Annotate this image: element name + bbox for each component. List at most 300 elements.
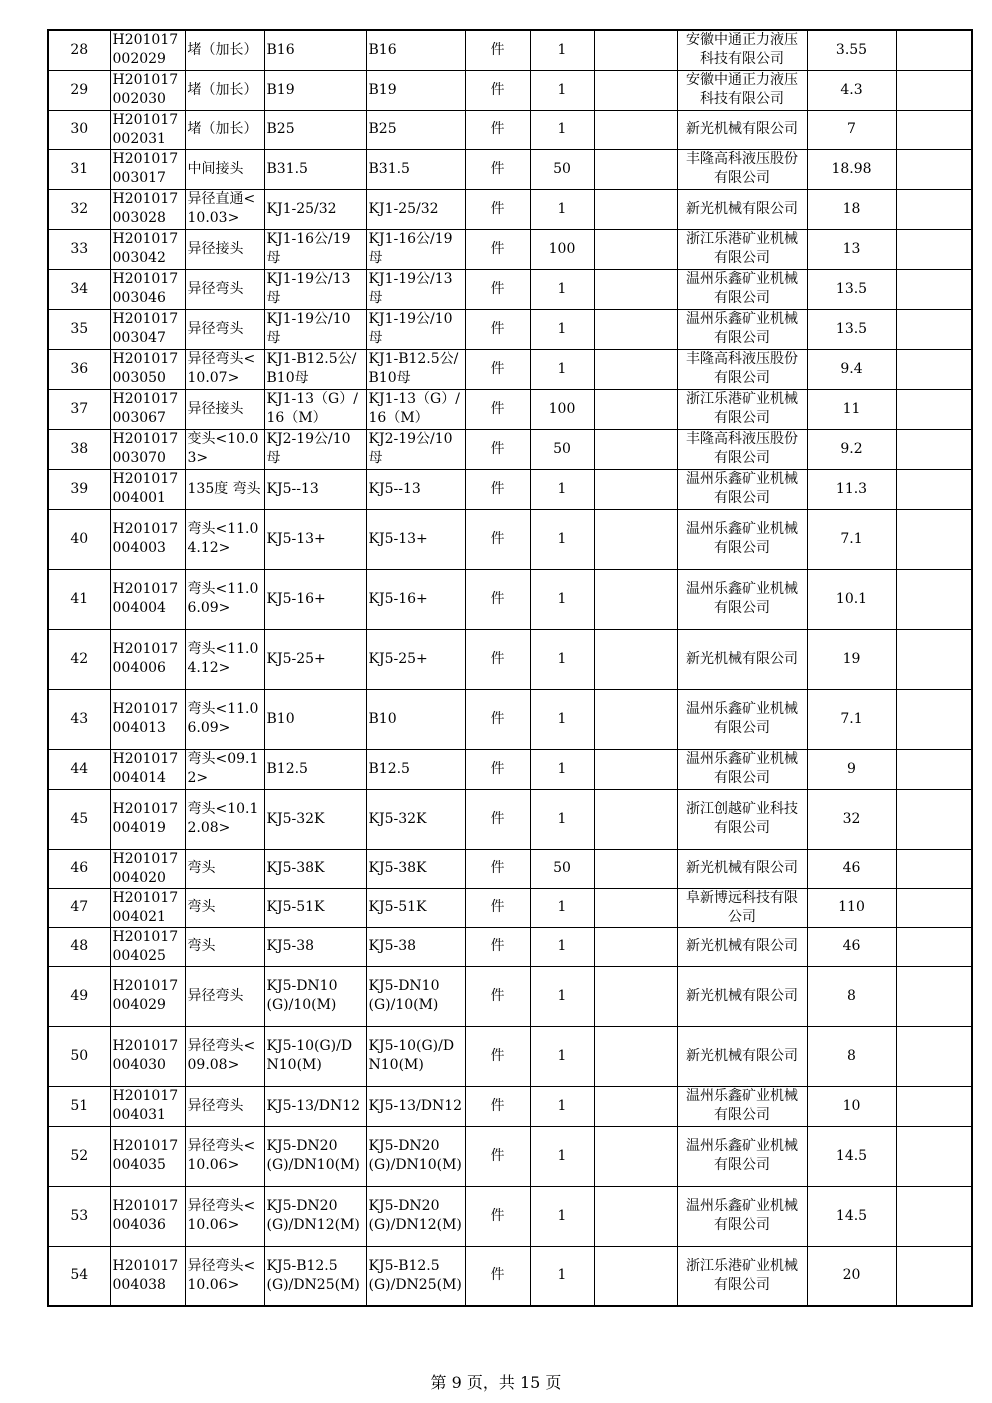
specification: KJ2-19公/10母 xyxy=(264,429,366,469)
empty-cell xyxy=(594,569,677,629)
model-number: KJ5-38K xyxy=(366,849,465,888)
row-number: 50 xyxy=(48,1026,110,1086)
row-number: 45 xyxy=(48,789,110,849)
material-code: H201017004029 xyxy=(110,966,185,1026)
empty-cell xyxy=(594,429,677,469)
item-name: 异径弯头<10.06> xyxy=(185,1186,264,1246)
unit: 件 xyxy=(465,110,530,149)
item-name: 异径弯头 xyxy=(185,966,264,1026)
item-name: 异径弯头 xyxy=(185,269,264,309)
material-code: H201017003028 xyxy=(110,189,185,229)
table-row xyxy=(48,349,972,389)
quantity: 1 xyxy=(530,189,594,229)
remark xyxy=(896,429,972,469)
row-number: 37 xyxy=(48,389,110,429)
specification: KJ1-25/32 xyxy=(264,189,366,229)
empty-cell xyxy=(594,749,677,789)
unit-price: 14.5 xyxy=(807,1186,896,1246)
unit-price: 7.1 xyxy=(807,509,896,569)
unit-price: 11.3 xyxy=(807,469,896,509)
empty-cell xyxy=(594,309,677,349)
row-number: 34 xyxy=(48,269,110,309)
unit: 件 xyxy=(465,749,530,789)
material-code: H201017004019 xyxy=(110,789,185,849)
row-number: 30 xyxy=(48,110,110,149)
model-number: KJ5-DN20(G)/DN10(M) xyxy=(366,1126,465,1186)
unit: 件 xyxy=(465,966,530,1026)
supplier-name: 新光机械有限公司 xyxy=(677,927,807,966)
empty-cell xyxy=(594,629,677,689)
material-code: H201017003042 xyxy=(110,229,185,269)
quantity: 50 xyxy=(530,849,594,888)
unit: 件 xyxy=(465,349,530,389)
material-code: H201017004001 xyxy=(110,469,185,509)
specification: B10 xyxy=(264,689,366,749)
item-name: 异径弯头 xyxy=(185,1086,264,1126)
model-number: KJ1-19公/10母 xyxy=(366,309,465,349)
model-number: KJ5-51K xyxy=(366,888,465,927)
unit: 件 xyxy=(465,569,530,629)
row-number: 40 xyxy=(48,509,110,569)
empty-cell xyxy=(594,189,677,229)
item-name: 弯头 xyxy=(185,849,264,888)
remark xyxy=(896,110,972,149)
model-number: KJ5-38 xyxy=(366,927,465,966)
specification: B25 xyxy=(264,110,366,149)
row-number: 48 xyxy=(48,927,110,966)
specification: KJ5--13 xyxy=(264,469,366,509)
quantity: 1 xyxy=(530,789,594,849)
unit-price: 7.1 xyxy=(807,689,896,749)
material-code: H201017004004 xyxy=(110,569,185,629)
item-name: 弯头<11.06.09> xyxy=(185,569,264,629)
table-row xyxy=(48,229,972,269)
model-number: KJ5-16+ xyxy=(366,569,465,629)
unit-price: 9 xyxy=(807,749,896,789)
supplier-name: 温州乐鑫矿业机械有限公司 xyxy=(677,689,807,749)
remark xyxy=(896,269,972,309)
supplier-name: 浙江乐港矿业机械有限公司 xyxy=(677,389,807,429)
specification: KJ5-B12.5(G)/DN25(M) xyxy=(264,1246,366,1306)
table-row xyxy=(48,789,972,849)
empty-cell xyxy=(594,1086,677,1126)
quantity: 1 xyxy=(530,1086,594,1126)
unit: 件 xyxy=(465,1026,530,1086)
row-number: 36 xyxy=(48,349,110,389)
remark xyxy=(896,1186,972,1246)
item-name: 异径弯头<10.06> xyxy=(185,1246,264,1306)
unit-price: 32 xyxy=(807,789,896,849)
row-number: 46 xyxy=(48,849,110,888)
material-code: H201017003070 xyxy=(110,429,185,469)
row-number: 44 xyxy=(48,749,110,789)
supplier-name: 浙江创越矿业科技有限公司 xyxy=(677,789,807,849)
empty-cell xyxy=(594,149,677,189)
row-number: 52 xyxy=(48,1126,110,1186)
table-row xyxy=(48,30,972,70)
empty-cell xyxy=(594,70,677,110)
quantity: 1 xyxy=(530,469,594,509)
model-number: KJ1-16公/19母 xyxy=(366,229,465,269)
item-name: 弯头<11.04.12> xyxy=(185,629,264,689)
specification: B19 xyxy=(264,70,366,110)
table-row xyxy=(48,749,972,789)
unit-price: 10 xyxy=(807,1086,896,1126)
table-row xyxy=(48,1246,972,1306)
supplier-name: 温州乐鑫矿业机械有限公司 xyxy=(677,309,807,349)
item-name: 异径直通<10.03> xyxy=(185,189,264,229)
material-code: H201017003047 xyxy=(110,309,185,349)
item-name: 中间接头 xyxy=(185,149,264,189)
empty-cell xyxy=(594,689,677,749)
supplier-name: 阜新博远科技有限公司 xyxy=(677,888,807,927)
quantity: 1 xyxy=(530,689,594,749)
supplier-name: 安徽中通正力液压科技有限公司 xyxy=(677,30,807,70)
unit-price: 19 xyxy=(807,629,896,689)
empty-cell xyxy=(594,349,677,389)
remark xyxy=(896,1246,972,1306)
remark xyxy=(896,229,972,269)
model-number: B12.5 xyxy=(366,749,465,789)
quantity: 100 xyxy=(530,229,594,269)
supplier-name: 新光机械有限公司 xyxy=(677,189,807,229)
unit: 件 xyxy=(465,629,530,689)
model-number: KJ1-13（G）/16（M） xyxy=(366,389,465,429)
model-number: KJ5-32K xyxy=(366,789,465,849)
unit-price: 18.98 xyxy=(807,149,896,189)
row-number: 39 xyxy=(48,469,110,509)
supplier-name: 新光机械有限公司 xyxy=(677,1026,807,1086)
row-number: 32 xyxy=(48,189,110,229)
unit-price: 46 xyxy=(807,849,896,888)
unit-price: 13.5 xyxy=(807,269,896,309)
specification: KJ1-16公/19母 xyxy=(264,229,366,269)
remark xyxy=(896,789,972,849)
supplier-name: 温州乐鑫矿业机械有限公司 xyxy=(677,1126,807,1186)
unit-price: 46 xyxy=(807,927,896,966)
item-name: 异径接头 xyxy=(185,229,264,269)
item-name: 异径弯头 xyxy=(185,309,264,349)
table-row xyxy=(48,509,972,569)
unit: 件 xyxy=(465,1126,530,1186)
empty-cell xyxy=(594,1186,677,1246)
quantity: 1 xyxy=(530,966,594,1026)
table-row xyxy=(48,629,972,689)
remark xyxy=(896,689,972,749)
quantity: 1 xyxy=(530,927,594,966)
specification: KJ1-B12.5公/B10母 xyxy=(264,349,366,389)
remark xyxy=(896,888,972,927)
remark xyxy=(896,189,972,229)
unit: 件 xyxy=(465,789,530,849)
material-code: H201017003046 xyxy=(110,269,185,309)
specification: B12.5 xyxy=(264,749,366,789)
quantity: 1 xyxy=(530,749,594,789)
unit: 件 xyxy=(465,689,530,749)
parts-table xyxy=(47,29,973,1307)
row-number: 54 xyxy=(48,1246,110,1306)
quantity: 1 xyxy=(530,1126,594,1186)
specification: KJ5-13+ xyxy=(264,509,366,569)
remark xyxy=(896,629,972,689)
table-row xyxy=(48,927,972,966)
table-row xyxy=(48,149,972,189)
unit: 件 xyxy=(465,509,530,569)
quantity: 1 xyxy=(530,569,594,629)
empty-cell xyxy=(594,789,677,849)
unit-price: 11 xyxy=(807,389,896,429)
quantity: 100 xyxy=(530,389,594,429)
empty-cell xyxy=(594,849,677,888)
unit: 件 xyxy=(465,149,530,189)
supplier-name: 温州乐鑫矿业机械有限公司 xyxy=(677,509,807,569)
table-row xyxy=(48,569,972,629)
specification: KJ5-32K xyxy=(264,789,366,849)
supplier-name: 温州乐鑫矿业机械有限公司 xyxy=(677,469,807,509)
row-number: 31 xyxy=(48,149,110,189)
empty-cell xyxy=(594,888,677,927)
unit: 件 xyxy=(465,927,530,966)
unit: 件 xyxy=(465,30,530,70)
item-name: 弯头 xyxy=(185,927,264,966)
item-name: 堵（加长） xyxy=(185,110,264,149)
item-name: 变头<10.03> xyxy=(185,429,264,469)
supplier-name: 丰隆高科液压股份有限公司 xyxy=(677,349,807,389)
specification: KJ1-19公/10母 xyxy=(264,309,366,349)
supplier-name: 丰隆高科液压股份有限公司 xyxy=(677,429,807,469)
empty-cell xyxy=(594,229,677,269)
unit: 件 xyxy=(465,309,530,349)
material-code: H201017004035 xyxy=(110,1126,185,1186)
specification: KJ5-25+ xyxy=(264,629,366,689)
table-row xyxy=(48,389,972,429)
specification: KJ5-38K xyxy=(264,849,366,888)
item-name: 异径接头 xyxy=(185,389,264,429)
unit-price: 20 xyxy=(807,1246,896,1306)
model-number: KJ2-19公/10母 xyxy=(366,429,465,469)
quantity: 1 xyxy=(530,70,594,110)
model-number: KJ5-DN20(G)/DN12(M) xyxy=(366,1186,465,1246)
remark xyxy=(896,149,972,189)
material-code: H201017002031 xyxy=(110,110,185,149)
row-number: 35 xyxy=(48,309,110,349)
supplier-name: 温州乐鑫矿业机械有限公司 xyxy=(677,1086,807,1126)
remark xyxy=(896,927,972,966)
unit-price: 14.5 xyxy=(807,1126,896,1186)
empty-cell xyxy=(594,509,677,569)
empty-cell xyxy=(594,30,677,70)
table-row xyxy=(48,1026,972,1086)
row-number: 42 xyxy=(48,629,110,689)
unit: 件 xyxy=(465,849,530,888)
supplier-name: 安徽中通正力液压科技有限公司 xyxy=(677,70,807,110)
table-row xyxy=(48,966,972,1026)
unit-price: 3.55 xyxy=(807,30,896,70)
supplier-name: 温州乐鑫矿业机械有限公司 xyxy=(677,269,807,309)
remark xyxy=(896,1126,972,1186)
quantity: 1 xyxy=(530,888,594,927)
remark xyxy=(896,749,972,789)
model-number: KJ5-B12.5(G)/DN25(M) xyxy=(366,1246,465,1306)
item-name: 弯头 xyxy=(185,888,264,927)
item-name: 弯头<09.12> xyxy=(185,749,264,789)
specification: B31.5 xyxy=(264,149,366,189)
remark xyxy=(896,1086,972,1126)
remark xyxy=(896,569,972,629)
unit: 件 xyxy=(465,469,530,509)
quantity: 1 xyxy=(530,110,594,149)
unit: 件 xyxy=(465,1246,530,1306)
model-number: KJ5-13/DN12 xyxy=(366,1086,465,1126)
table-row xyxy=(48,429,972,469)
specification: KJ5-DN20(G)/DN10(M) xyxy=(264,1126,366,1186)
row-number: 49 xyxy=(48,966,110,1026)
specification: KJ5-DN10(G)/10(M) xyxy=(264,966,366,1026)
specification: KJ1-19公/13母 xyxy=(264,269,366,309)
material-code: H201017002030 xyxy=(110,70,185,110)
material-code: H201017004030 xyxy=(110,1026,185,1086)
quantity: 1 xyxy=(530,1246,594,1306)
table-row xyxy=(48,110,972,149)
material-code: H201017002029 xyxy=(110,30,185,70)
material-code: H201017003067 xyxy=(110,389,185,429)
material-code: H201017004025 xyxy=(110,927,185,966)
empty-cell xyxy=(594,389,677,429)
table-row xyxy=(48,269,972,309)
quantity: 50 xyxy=(530,149,594,189)
supplier-name: 温州乐鑫矿业机械有限公司 xyxy=(677,749,807,789)
unit: 件 xyxy=(465,429,530,469)
specification: KJ5-51K xyxy=(264,888,366,927)
model-number: B10 xyxy=(366,689,465,749)
specification: KJ5-DN20(G)/DN12(M) xyxy=(264,1186,366,1246)
item-name: 异径弯头<09.08> xyxy=(185,1026,264,1086)
supplier-name: 温州乐鑫矿业机械有限公司 xyxy=(677,1186,807,1246)
remark xyxy=(896,1026,972,1086)
item-name: 弯头<11.04.12> xyxy=(185,509,264,569)
unit: 件 xyxy=(465,189,530,229)
unit: 件 xyxy=(465,1186,530,1246)
supplier-name: 新光机械有限公司 xyxy=(677,110,807,149)
material-code: H201017004003 xyxy=(110,509,185,569)
item-name: 堵（加长） xyxy=(185,70,264,110)
material-code: H201017003050 xyxy=(110,349,185,389)
page-footer: 第 9 页，共 15 页 xyxy=(430,1373,562,1392)
quantity: 1 xyxy=(530,1026,594,1086)
remark xyxy=(896,349,972,389)
item-name: 异径弯头<10.06> xyxy=(185,1126,264,1186)
table-row xyxy=(48,1086,972,1126)
model-number: B16 xyxy=(366,30,465,70)
supplier-name: 浙江乐港矿业机械有限公司 xyxy=(677,229,807,269)
table-row xyxy=(48,888,972,927)
quantity: 1 xyxy=(530,509,594,569)
material-code: H201017004006 xyxy=(110,629,185,689)
unit: 件 xyxy=(465,70,530,110)
material-code: H201017004014 xyxy=(110,749,185,789)
model-number: KJ5-25+ xyxy=(366,629,465,689)
row-number: 28 xyxy=(48,30,110,70)
empty-cell xyxy=(594,927,677,966)
row-number: 43 xyxy=(48,689,110,749)
unit-price: 8 xyxy=(807,1026,896,1086)
supplier-name: 丰隆高科液压股份有限公司 xyxy=(677,149,807,189)
material-code: H201017003017 xyxy=(110,149,185,189)
specification: KJ5-16+ xyxy=(264,569,366,629)
empty-cell xyxy=(594,469,677,509)
supplier-name: 浙江乐港矿业机械有限公司 xyxy=(677,1246,807,1306)
item-name: 135度 弯头 xyxy=(185,469,264,509)
model-number: B19 xyxy=(366,70,465,110)
table-row xyxy=(48,1186,972,1246)
unit: 件 xyxy=(465,389,530,429)
specification: B16 xyxy=(264,30,366,70)
item-name: 弯头<11.06.09> xyxy=(185,689,264,749)
row-number: 38 xyxy=(48,429,110,469)
unit-price: 7 xyxy=(807,110,896,149)
supplier-name: 新光机械有限公司 xyxy=(677,849,807,888)
row-number: 29 xyxy=(48,70,110,110)
remark xyxy=(896,389,972,429)
material-code: H201017004036 xyxy=(110,1186,185,1246)
unit-price: 13 xyxy=(807,229,896,269)
supplier-name: 新光机械有限公司 xyxy=(677,966,807,1026)
quantity: 1 xyxy=(530,349,594,389)
model-number: B25 xyxy=(366,110,465,149)
specification: KJ1-13（G）/16（M） xyxy=(264,389,366,429)
item-name: 异径弯头<10.07> xyxy=(185,349,264,389)
remark xyxy=(896,966,972,1026)
empty-cell xyxy=(594,1126,677,1186)
quantity: 1 xyxy=(530,309,594,349)
quantity: 1 xyxy=(530,30,594,70)
item-name: 弯头<10.12.08> xyxy=(185,789,264,849)
remark xyxy=(896,849,972,888)
model-number: B31.5 xyxy=(366,149,465,189)
model-number: KJ1-B12.5公/B10母 xyxy=(366,349,465,389)
table-row xyxy=(48,70,972,110)
empty-cell xyxy=(594,269,677,309)
unit-price: 9.2 xyxy=(807,429,896,469)
remark xyxy=(896,309,972,349)
quantity: 1 xyxy=(530,269,594,309)
table-row xyxy=(48,849,972,888)
material-code: H201017004038 xyxy=(110,1246,185,1306)
quantity: 1 xyxy=(530,629,594,689)
quantity: 1 xyxy=(530,1186,594,1246)
material-code: H201017004020 xyxy=(110,849,185,888)
row-number: 41 xyxy=(48,569,110,629)
supplier-name: 新光机械有限公司 xyxy=(677,629,807,689)
table-row xyxy=(48,1126,972,1186)
row-number: 33 xyxy=(48,229,110,269)
remark xyxy=(896,509,972,569)
unit-price: 4.3 xyxy=(807,70,896,110)
unit-price: 13.5 xyxy=(807,309,896,349)
model-number: KJ5--13 xyxy=(366,469,465,509)
material-code: H201017004021 xyxy=(110,888,185,927)
unit-price: 110 xyxy=(807,888,896,927)
unit-price: 9.4 xyxy=(807,349,896,389)
row-number: 53 xyxy=(48,1186,110,1246)
table-row xyxy=(48,469,972,509)
model-number: KJ5-DN10(G)/10(M) xyxy=(366,966,465,1026)
remark xyxy=(896,70,972,110)
model-number: KJ5-10(G)/DN10(M) xyxy=(366,1026,465,1086)
empty-cell xyxy=(594,1026,677,1086)
specification: KJ5-10(G)/DN10(M) xyxy=(264,1026,366,1086)
quantity: 50 xyxy=(530,429,594,469)
